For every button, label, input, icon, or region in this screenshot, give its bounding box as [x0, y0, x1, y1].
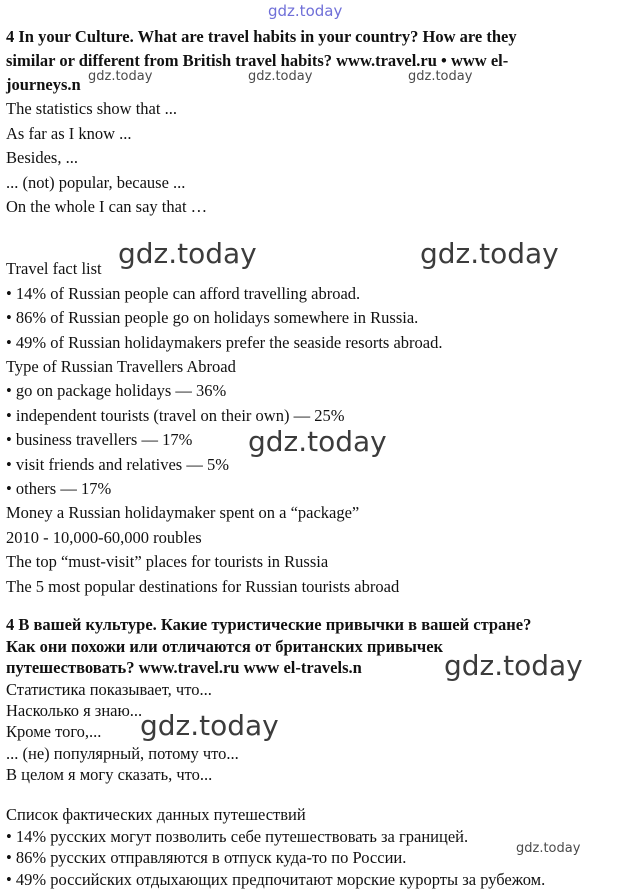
watermark-text: gdz.today	[516, 841, 581, 856]
heading-line-3: journeys.n	[6, 75, 81, 94]
ru-heading-line-1: 4 В вашей культуре. Какие туристические привычки в вашей стране?	[6, 615, 532, 634]
phrase-line: Besides, ...	[6, 148, 78, 167]
fact-line: • others — 17%	[6, 479, 112, 498]
watermark-text: gdz.today	[408, 69, 473, 84]
heading-line-1: 4 In your Culture. What are travel habits in your country? How are they	[6, 27, 517, 46]
fact-line: • 86% of Russian people go on holidays somewhere in Russia.	[6, 308, 419, 327]
ru-phrase-line: В целом я могу сказать, что...	[6, 765, 213, 784]
fact-line: The top “must-visit” places for tourists in Russia	[6, 552, 329, 571]
ru-heading-line-3: путешествовать? www.travel.ru www el-travels.n	[6, 658, 362, 677]
fact-line: • go on package holidays — 36%	[6, 381, 227, 400]
ru-phrase-line: Кроме того,...	[6, 722, 102, 741]
watermark-text: gdz.today	[248, 69, 313, 84]
fact-line: • visit friends and relatives — 5%	[6, 455, 229, 474]
fact-line: Money a Russian holidaymaker spent on a “package”	[6, 503, 360, 522]
fact-line: The 5 most popular destinations for Russian tourists abroad	[6, 577, 400, 596]
phrase-line: The statistics show that ...	[6, 99, 177, 118]
fact-line: • 49% of Russian holidaymakers prefer the seaside resorts abroad.	[6, 333, 443, 352]
ru-fact-list-title: Список фактических данных путешествий	[6, 805, 306, 824]
watermark-text: gdz.today	[140, 709, 279, 742]
heading-line-2: similar or different from British travel habits? www.travel.ru • www el-	[6, 51, 509, 70]
fact-line: 2010 - 10,000-60,000 roubles	[6, 528, 202, 547]
watermark-text: gdz.today	[248, 425, 387, 458]
watermark-text: gdz.today	[444, 649, 583, 682]
watermark-text: gdz.today	[118, 237, 257, 270]
ru-fact-line: • 49% российских отдыхающих предпочитают морские курорты за рубежом.	[6, 870, 546, 889]
ru-fact-line: • 14% русских могут позволить себе путешествовать за границей.	[6, 827, 469, 846]
ru-phrase-line: ... (не) популярный, потому что...	[6, 744, 239, 763]
fact-line: • business travellers — 17%	[6, 430, 193, 449]
ru-fact-line: • 86% русских отправляются в отпуск куда-то по России.	[6, 848, 407, 867]
fact-list-title: Travel fact list	[6, 259, 102, 278]
watermark-text: gdz.today	[420, 237, 559, 270]
phrase-line: On the whole I can say that …	[6, 197, 208, 216]
ru-phrase-line: Статистика показывает, что...	[6, 680, 212, 699]
phrase-line: As far as I know ...	[6, 124, 132, 143]
fact-line: Type of Russian Travellers Abroad	[6, 357, 236, 376]
watermark-text: gdz.today	[268, 2, 343, 20]
fact-line: • 14% of Russian people can afford travelling abroad.	[6, 284, 361, 303]
watermark-text: gdz.today	[88, 69, 153, 84]
phrase-line: ... (not) popular, because ...	[6, 173, 186, 192]
ru-phrase-line: Насколько я знаю...	[6, 701, 143, 720]
fact-line: • independent tourists (travel on their own) — 25%	[6, 406, 345, 425]
ru-heading-line-2: Как они похожи или отличаются от британских привычек	[6, 637, 444, 656]
